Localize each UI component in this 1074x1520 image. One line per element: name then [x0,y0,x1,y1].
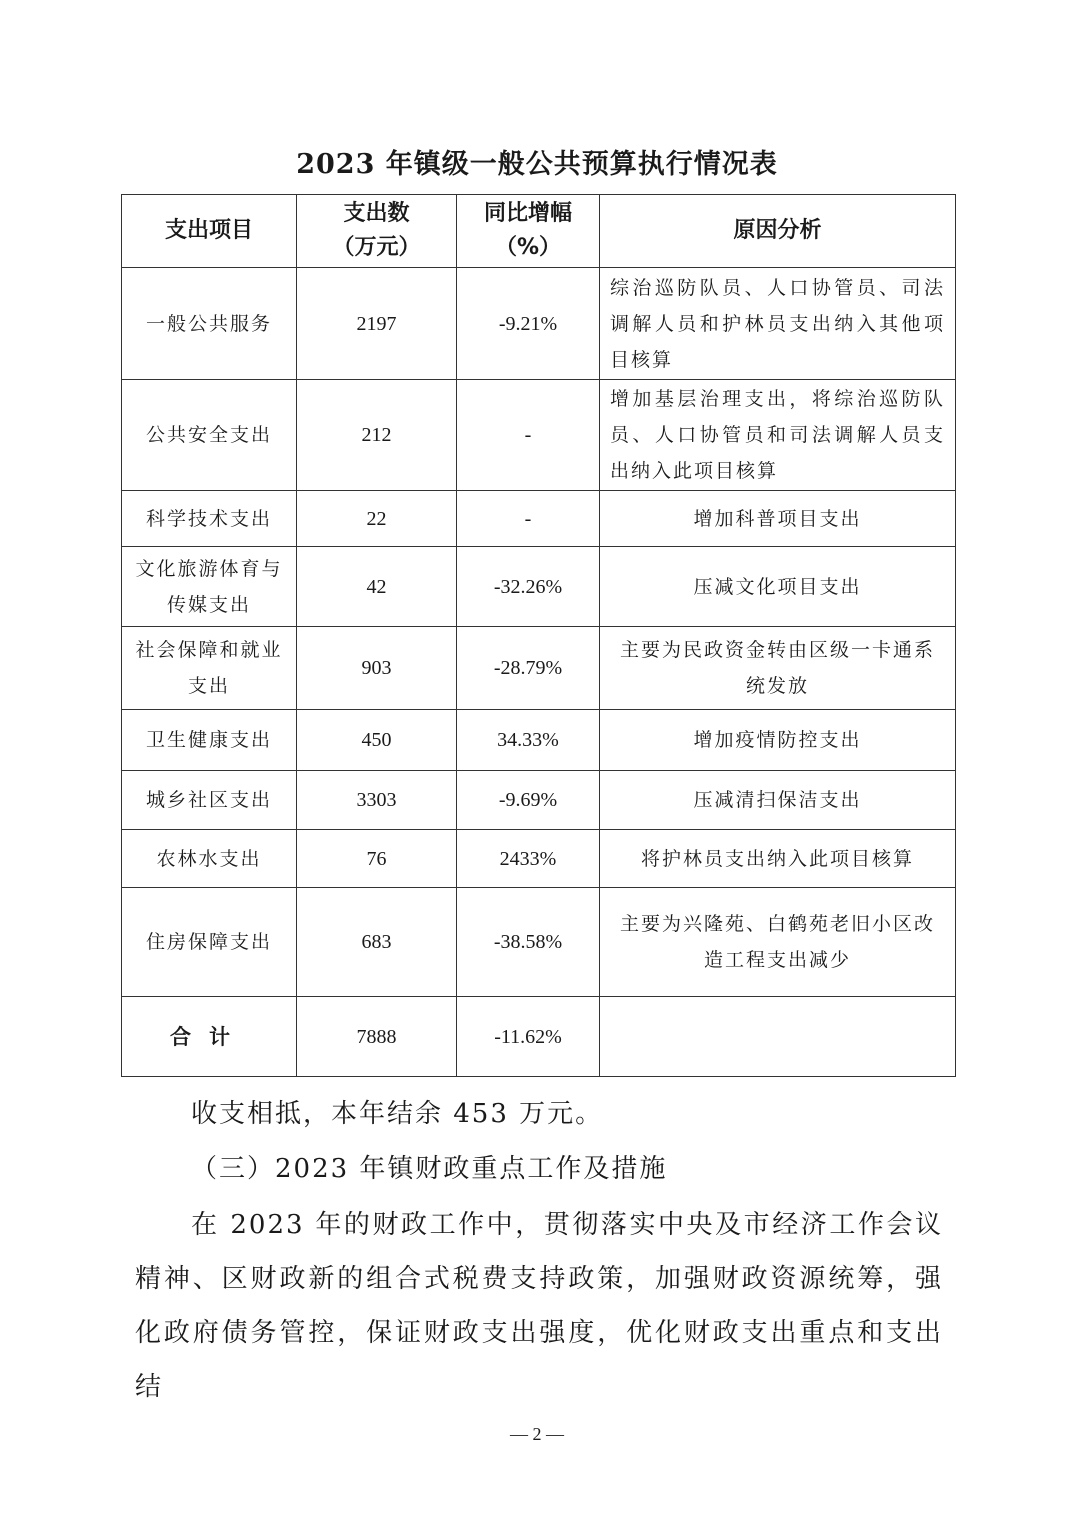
row-amount: 903 [297,627,457,710]
row-growth: -9.69% [457,771,600,830]
table-row [122,830,956,888]
row-growth: - [457,491,600,547]
row-item: 农林水支出 [122,830,297,888]
row-item: 卫生健康支出 [122,710,297,771]
total-label: 合计 [122,997,297,1077]
table-total-row [122,997,956,1077]
row-growth: -28.79% [457,627,600,710]
row-amount: 212 [297,380,457,491]
total-growth: -11.62% [457,997,600,1077]
row-reason: 增加基层治理支出，将综治巡防队员、人口协管员和司法调解人员支出纳入此项目核算 [600,380,956,491]
row-item: 文化旅游体育与传媒支出 [122,547,297,627]
table-row [122,547,956,627]
row-item: 社会保障和就业支出 [122,627,297,710]
table-row [122,710,956,771]
table-row [122,888,956,997]
header-growth-line2: （%） [494,235,562,260]
row-growth: -38.58% [457,888,600,997]
header-reason: 原因分析 [600,195,956,268]
page-number: — 2 — [510,1424,564,1444]
budget-execution-table [121,194,956,1077]
header-item: 支出项目 [122,195,297,268]
row-growth: - [457,380,600,491]
table-header-row [122,195,956,268]
row-amount: 22 [297,491,457,547]
total-reason [600,997,956,1077]
row-reason: 将护林员支出纳入此项目核算 [600,830,956,888]
header-growth-line1: 同比增幅 [483,201,572,226]
row-item: 住房保障支出 [122,888,297,997]
document-title: 2023 年镇级一般公共预算执行情况表 [296,149,778,180]
row-reason: 主要为民政资金转由区级一卡通系统发放 [600,627,956,710]
row-reason: 压减清扫保洁支出 [600,771,956,830]
row-item: 公共安全支出 [122,380,297,491]
row-growth: -32.26% [457,547,600,627]
header-growth [457,195,600,268]
header-amount-line2: （万元） [332,235,421,260]
table-row [122,380,956,491]
table-row [122,491,956,547]
row-reason: 增加科普项目支出 [600,491,956,547]
row-amount: 2197 [297,268,457,380]
row-amount: 683 [297,888,457,997]
table-row [122,627,956,710]
row-item: 一般公共服务 [122,268,297,380]
total-amount: 7888 [297,997,457,1077]
row-reason: 增加疫情防控支出 [600,710,956,771]
balance-paragraph: 收支相抵，本年结余 453 万元。 [191,1099,604,1129]
row-amount: 42 [297,547,457,627]
row-amount: 3303 [297,771,457,830]
section-heading: （三）2023 年镇财政重点工作及措施 [191,1154,668,1184]
row-item: 科学技术支出 [122,491,297,547]
row-growth: 2433% [457,830,600,888]
row-reason: 压减文化项目支出 [600,547,956,627]
row-item: 城乡社区支出 [122,771,297,830]
row-amount: 76 [297,830,457,888]
row-amount: 450 [297,710,457,771]
row-reason: 综治巡防队员、人口协管员、司法调解人员和护林员支出纳入其他项目核算 [600,268,956,380]
row-reason: 主要为兴隆苑、白鹤苑老旧小区改造工程支出减少 [600,888,956,997]
header-amount-line1: 支出数 [343,201,410,226]
table-row [122,268,956,380]
body-paragraph: 在 2023 年的财政工作中，贯彻落实中央及市经济工作会议精神、区财政新的组合式税费支持政策，加强财政资源统筹，强化政府债务管控，保证财政支出强度，优化财政支出重点和支出结 [135,1210,943,1402]
row-growth: 34.33% [457,710,600,771]
table-row [122,771,956,830]
row-growth: -9.21% [457,268,600,380]
header-amount [297,195,457,268]
